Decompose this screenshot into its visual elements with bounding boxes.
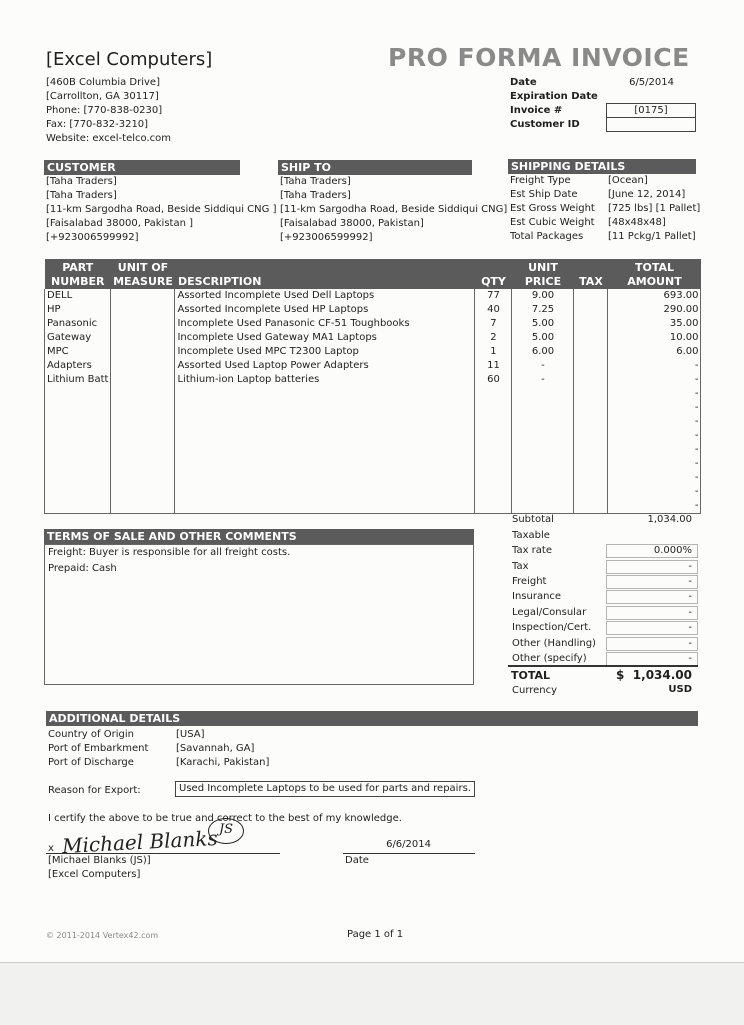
shipping-label: Est Ship Date	[510, 189, 578, 200]
part-number-cell	[45, 443, 111, 457]
unit-price-cell	[512, 471, 574, 485]
signature-initials: JS	[208, 818, 244, 844]
shipping-value: [Ocean]	[608, 175, 648, 186]
table-row	[45, 373, 701, 387]
total-amount-cell: -	[608, 443, 701, 457]
customer-id-label: Customer ID	[510, 119, 580, 130]
total-amount-cell: -	[608, 387, 701, 401]
unit-of-measure-cell	[111, 457, 175, 471]
scanner-bed-area	[0, 962, 744, 1025]
summary-value: -	[688, 653, 692, 664]
unit-of-measure-cell	[111, 485, 175, 499]
summary-label: Insurance	[512, 591, 562, 602]
tax-cell	[574, 345, 608, 359]
unit-of-measure-cell	[111, 387, 175, 401]
summary-value: -	[688, 561, 692, 572]
terms-line: Prepaid: Cash	[48, 563, 117, 574]
qty-cell	[475, 429, 512, 443]
table-row	[45, 345, 701, 359]
table-row	[45, 443, 701, 457]
tax-cell	[574, 289, 608, 303]
unit-of-measure-cell	[111, 429, 175, 443]
description-cell	[175, 457, 475, 471]
qty-cell: 7	[475, 317, 512, 331]
qty-cell: 1	[475, 345, 512, 359]
certify-statement: I certify the above to be true and correct to the best of my knowledge.	[48, 813, 402, 824]
company-website: Website: excel-telco.com	[46, 133, 171, 144]
additional-label: Port of Embarkment	[48, 743, 149, 754]
summary-value: 0.000%	[653, 545, 692, 556]
handwritten-signature: Michael Blanks	[61, 825, 219, 859]
unit-price-cell	[512, 485, 574, 499]
shipping-label: Freight Type	[510, 175, 571, 186]
unit-of-measure-cell	[111, 401, 175, 415]
summary-value: -	[688, 622, 692, 633]
signer-company: [Excel Computers]	[48, 869, 141, 880]
unit-price-cell: -	[512, 373, 574, 387]
total-amount-cell: 6.00	[608, 345, 701, 359]
shipping-value: [11 Pckg/1 Pallet]	[608, 231, 696, 242]
description-cell	[175, 429, 475, 443]
summary-label: Tax rate	[512, 545, 552, 556]
description-cell: Incomplete Used Gateway MA1 Laptops	[175, 331, 475, 345]
summary-label: Other (Handling)	[512, 638, 596, 649]
unit-of-measure-cell	[111, 317, 175, 331]
copyright: © 2011-2014 Vertex42.com	[46, 931, 159, 940]
part-number-cell: Adapters	[45, 359, 111, 373]
total-amount-cell: -	[608, 359, 701, 373]
page-number: Page 1 of 1	[347, 929, 404, 940]
description-cell: Incomplete Used MPC T2300 Laptop	[175, 345, 475, 359]
customer-line: [Faisalabad 38000, Pakistan ]	[46, 218, 194, 229]
unit-of-measure-cell	[111, 443, 175, 457]
unit-of-measure-cell	[111, 499, 175, 514]
unit-of-measure-cell	[111, 289, 175, 303]
tax-cell	[574, 359, 608, 373]
additional-value: [USA]	[176, 729, 205, 740]
summary-label: Inspection/Cert.	[512, 622, 592, 633]
part-number-cell	[45, 429, 111, 443]
description-cell: Assorted Incomplete Used HP Laptops	[175, 303, 475, 317]
table-row	[45, 457, 701, 471]
tax-cell	[574, 457, 608, 471]
unit-of-measure-cell	[111, 471, 175, 485]
tax-cell	[574, 401, 608, 415]
invoice-number-box	[606, 103, 696, 118]
part-number-header: PART NUMBER	[45, 259, 111, 289]
table-row	[45, 331, 701, 345]
unit-price-header: UNIT PRICE	[512, 259, 574, 289]
terms-heading: TERMS OF SALE AND OTHER COMMENTS	[44, 529, 474, 544]
ship-to-line: [Taha Traders]	[280, 176, 351, 187]
table-row	[45, 485, 701, 499]
terms-line: Freight: Buyer is responsible for all freight costs.	[48, 547, 291, 558]
customer-line: [Taha Traders]	[46, 190, 117, 201]
part-number-cell: Lithium Batt	[45, 373, 111, 387]
unit-price-cell: -	[512, 359, 574, 373]
table-row	[45, 499, 701, 514]
document-title: PRO FORMA INVOICE	[388, 43, 690, 72]
shipping-value: [725 lbs] [1 Pallet]	[608, 203, 701, 214]
summary-value: 1,034.00	[647, 514, 692, 525]
shipping-details-heading: SHIPPING DETAILS	[508, 159, 696, 174]
part-number-cell: Panasonic	[45, 317, 111, 331]
description-cell: Incomplete Used Panasonic CF-51 Toughbooks	[175, 317, 475, 331]
unit-price-cell: 6.00	[512, 345, 574, 359]
tax-header: TAX	[574, 259, 608, 289]
qty-cell	[475, 471, 512, 485]
description-cell	[175, 499, 475, 514]
tax-cell	[574, 331, 608, 345]
table-row	[45, 415, 701, 429]
additional-value: [Karachi, Pakistan]	[176, 757, 270, 768]
total-amount-cell: -	[608, 415, 701, 429]
description-cell	[175, 387, 475, 401]
shipping-value: [June 12, 2014]	[608, 189, 686, 200]
ship-to-line: [Faisalabad 38000, Pakistan]	[280, 218, 424, 229]
description-header: DESCRIPTION	[175, 259, 475, 289]
customer-heading: CUSTOMER	[44, 160, 240, 175]
unit-price-cell	[512, 415, 574, 429]
qty-cell: 11	[475, 359, 512, 373]
total-amount-cell: 290.00	[608, 303, 701, 317]
ship-to-line: [+923006599992]	[280, 232, 373, 243]
unit-of-measure-cell	[111, 415, 175, 429]
qty-cell	[475, 485, 512, 499]
company-fax: Fax: [770-832-3210]	[46, 119, 149, 130]
additional-label: Country of Origin	[48, 729, 134, 740]
description-cell: Assorted Used Laptop Power Adapters	[175, 359, 475, 373]
sign-date: 6/6/2014	[386, 839, 431, 850]
unit-price-cell	[512, 387, 574, 401]
table-row	[45, 303, 701, 317]
unit-of-measure-cell	[111, 373, 175, 387]
table-row	[45, 359, 701, 373]
unit-of-measure-cell	[111, 359, 175, 373]
description-cell	[175, 415, 475, 429]
table-row	[45, 317, 701, 331]
unit-of-measure-cell	[111, 345, 175, 359]
unit-price-cell: 7.25	[512, 303, 574, 317]
company-city: [Carrollton, GA 30117]	[46, 91, 159, 102]
company-phone: Phone: [770-838-0230]	[46, 105, 163, 116]
reason-label: Reason for Export:	[48, 785, 141, 796]
summary-value: -	[688, 576, 692, 587]
part-number-cell: Gateway	[45, 331, 111, 345]
shipping-label: Est Gross Weight	[510, 203, 595, 214]
table-row	[45, 289, 701, 303]
total-amount-cell: -	[608, 401, 701, 415]
customer-line: [11-km Sargodha Road, Beside Siddiqui CNG ]	[46, 204, 277, 215]
summary-value: -	[688, 607, 692, 618]
part-number-cell	[45, 387, 111, 401]
unit-price-cell	[512, 401, 574, 415]
unit-price-cell	[512, 457, 574, 471]
table-row	[45, 401, 701, 415]
reason-box	[175, 781, 475, 797]
date-label: Date	[510, 77, 537, 88]
items-table	[44, 259, 701, 514]
total-amount-cell: 10.00	[608, 331, 701, 345]
total-amount-cell: -	[608, 499, 701, 514]
qty-cell: 2	[475, 331, 512, 345]
part-number-cell	[45, 499, 111, 514]
additional-value: [Savannah, GA]	[176, 743, 255, 754]
qty-cell: 40	[475, 303, 512, 317]
description-cell	[175, 485, 475, 499]
qty-cell: 77	[475, 289, 512, 303]
tax-cell	[574, 429, 608, 443]
items-header-row	[45, 259, 701, 289]
shipping-label: Est Cubic Weight	[510, 217, 595, 228]
tax-cell	[574, 471, 608, 485]
unit-price-cell	[512, 443, 574, 457]
description-cell	[175, 443, 475, 457]
tax-cell	[574, 387, 608, 401]
qty-cell	[475, 415, 512, 429]
ship-to-line: [11-km Sargodha Road, Beside Siddiqui CNG]	[280, 204, 508, 215]
qty-cell	[475, 499, 512, 514]
description-cell: Assorted Incomplete Used Dell Laptops	[175, 289, 475, 303]
table-row	[45, 471, 701, 485]
tax-cell	[574, 373, 608, 387]
currency-symbol: $	[616, 668, 625, 682]
table-row	[45, 429, 701, 443]
total-amount-cell: -	[608, 457, 701, 471]
tax-cell	[574, 415, 608, 429]
summary-value: -	[688, 638, 692, 649]
part-number-cell	[45, 471, 111, 485]
expiration-label: Expiration Date	[510, 91, 598, 102]
total-amount-cell: -	[608, 471, 701, 485]
tax-cell	[574, 499, 608, 514]
summary-label: Tax	[512, 561, 529, 572]
total-amount-header: TOTAL AMOUNT	[608, 259, 701, 289]
summary-label: Taxable	[512, 530, 550, 541]
tax-cell	[574, 485, 608, 499]
total-amount-cell: -	[608, 485, 701, 499]
unit-of-measure-cell	[111, 331, 175, 345]
date-line-label: Date	[345, 855, 369, 866]
total-amount-cell: 693.00	[608, 289, 701, 303]
part-number-cell: MPC	[45, 345, 111, 359]
signer-name: [Michael Blanks (JS)]	[48, 855, 151, 866]
company-address: [460B Columbia Drive]	[46, 77, 160, 88]
unit-of-measure-header: UNIT OF MEASURE	[111, 259, 175, 289]
part-number-cell: DELL	[45, 289, 111, 303]
customer-line: [+923006599992]	[46, 232, 139, 243]
ship-to-heading: SHIP TO	[278, 160, 472, 175]
currency-value: USD	[668, 684, 692, 695]
tax-cell	[574, 317, 608, 331]
unit-price-cell: 5.00	[512, 317, 574, 331]
part-number-cell	[45, 457, 111, 471]
summary-label: Freight	[512, 576, 547, 587]
unit-price-cell	[512, 499, 574, 514]
currency-label: Currency	[512, 685, 558, 696]
qty-cell	[475, 401, 512, 415]
shipping-value: [48x48x48]	[608, 217, 666, 228]
company-name: [Excel Computers]	[46, 49, 213, 70]
description-cell: Lithium-ion Laptop batteries	[175, 373, 475, 387]
total-rule	[508, 665, 698, 667]
part-number-cell: HP	[45, 303, 111, 317]
part-number-cell	[45, 485, 111, 499]
shipping-label: Total Packages	[510, 231, 584, 242]
ship-to-line: [Taha Traders]	[280, 190, 351, 201]
qty-cell	[475, 457, 512, 471]
summary-label: Other (specify)	[512, 653, 587, 664]
total-amount-cell: 35.00	[608, 317, 701, 331]
date-value: 6/5/2014	[629, 77, 674, 88]
additional-details-heading: ADDITIONAL DETAILS	[46, 711, 698, 726]
invoice-number-label: Invoice #	[510, 105, 563, 116]
table-row	[45, 387, 701, 401]
customer-line: [Taha Traders]	[46, 176, 117, 187]
description-cell	[175, 401, 475, 415]
unit-price-cell	[512, 429, 574, 443]
terms-box	[44, 544, 474, 685]
additional-label: Port of Discharge	[48, 757, 134, 768]
summary-value: -	[688, 591, 692, 602]
summary-label: Subtotal	[512, 514, 554, 525]
total-value: 1,034.00	[632, 668, 692, 682]
customer-id-box	[606, 117, 696, 132]
unit-of-measure-cell	[111, 303, 175, 317]
description-cell	[175, 471, 475, 485]
unit-price-cell: 5.00	[512, 331, 574, 345]
total-amount-cell: -	[608, 373, 701, 387]
qty-cell	[475, 443, 512, 457]
part-number-cell	[45, 401, 111, 415]
summary-label: Legal/Consular	[512, 607, 587, 618]
total-label: TOTAL	[511, 669, 551, 682]
qty-header: QTY	[475, 259, 512, 289]
tax-cell	[574, 303, 608, 317]
signature-x-mark: x	[48, 843, 54, 854]
reason-value: Used Incomplete Laptops to be used for parts and repairs.	[179, 783, 471, 794]
tax-cell	[574, 443, 608, 457]
part-number-cell	[45, 415, 111, 429]
invoice-number-value: [0175]	[634, 105, 668, 116]
qty-cell: 60	[475, 373, 512, 387]
total-amount-cell: -	[608, 429, 701, 443]
qty-cell	[475, 387, 512, 401]
unit-price-cell: 9.00	[512, 289, 574, 303]
